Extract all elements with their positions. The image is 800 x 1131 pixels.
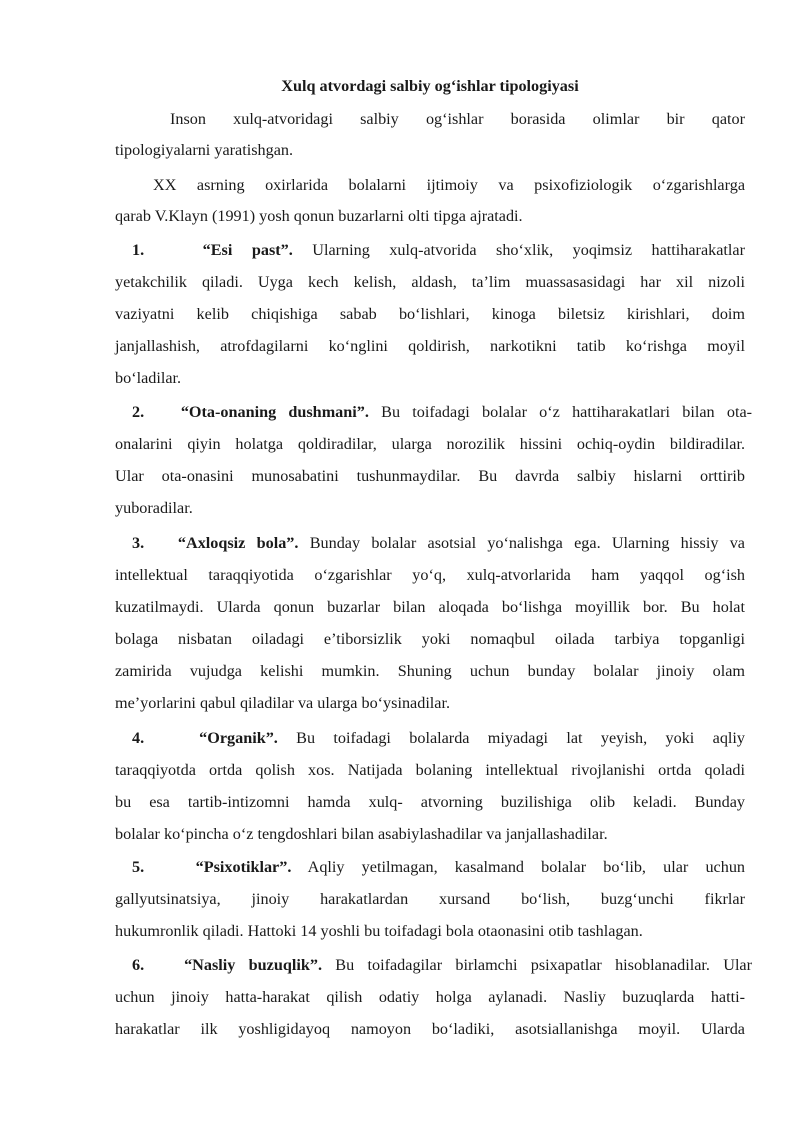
text-line: taraqqiyotda ortda qolish xos. Natijada bolaning intellektual rivojlanishi ortda qoladi [115, 761, 745, 779]
text-line: harakatlar ilk yoshligidayoq namoyon bo‘ladiki, asotsiallanishga moyil. Ularda [115, 1020, 745, 1038]
item-first-line [132, 856, 745, 878]
text-line: onalarini qiyin holatga qoldiradilar, ularga norozilik hissini ochiq-oydin bildiradilar. [115, 435, 745, 453]
item-text: Ularning xulq-atvorida sho‘xlik, yoqimsiz hattiharakatlar [292, 241, 745, 259]
item-first-line [132, 532, 745, 554]
text-line: vaziyatni kelib chiqishiga sabab bo‘lishlari, kinoga biletsiz kirishlari, doim [115, 305, 745, 323]
item-name: “Organik”. [199, 729, 278, 747]
text-line: yuboradilar. [115, 499, 193, 517]
item-text: Aqliy yetilmagan, kasalmand bolalar bo‘lib, ular uchun [291, 858, 746, 876]
item-number: 1. [132, 241, 145, 259]
text-line: tipologiyalarni yaratishgan. [115, 141, 294, 159]
text-line: me’yorlarini qabul qiladilar va ularga bo‘ysinadilar. [115, 694, 451, 712]
item-name: “Nasliy buzuqlik”. [184, 956, 322, 974]
text-line: XX asrning oxirlarida bolalarni ijtimoiy va psixofiziologik o‘zgarishlarga [153, 176, 745, 194]
item-number: 6. [132, 956, 145, 974]
item-name: “Esi past”. [202, 241, 293, 259]
item-name: “Psixotiklar”. [195, 858, 292, 876]
item-number: 4. [132, 729, 145, 747]
item-text: Bu toifadagi bolalar o‘z hattiharakatlari bilan ota- [368, 403, 753, 421]
item-first-line [132, 239, 745, 261]
text-line: bo‘ladilar. [115, 369, 182, 387]
item-first-line [132, 401, 752, 423]
text-line: intellektual taraqqiyotida o‘zgarishlar yo‘q, xulq-atvorlarida ham yaqqol og‘ish [115, 566, 745, 584]
text-line: bu esa tartib-intizomni hamda xulq- atvorning buzilishiga olib keladi. Bunday [115, 793, 745, 811]
text-line: bolalar ko‘pincha o‘z tengdoshlari bilan asabiylashadilar va janjallashadilar. [115, 825, 608, 843]
text-line: yetakchilik qiladi. Uyga kech kelish, aldash, ta’lim muassasasidagi har xil nizoli [115, 273, 745, 291]
item-first-line [132, 727, 745, 749]
text-line: gallyutsinatsiya, jinoiy harakatlardan xursand bo‘lish, buzg‘unchi fikrlar [115, 890, 745, 908]
text-line: Ular ota-onasini munosabatini tushunmaydilar. Bu davrda salbiy hislarni orttirib [115, 467, 745, 485]
text-line: bolaga nisbatan oiladagi e’tiborsizlik yoki nomaqbul oilada tarbiya topganligi [115, 630, 745, 648]
item-number: 3. [132, 534, 145, 552]
page-title: Xulq atvordagi salbiy og‘ishlar tipologiyasi [281, 77, 579, 95]
text-line: qarab V.Klayn (1991) yosh qonun buzarlarni olti tipga ajratadi. [115, 207, 523, 225]
text-line: uchun jinoiy hatta-harakat qilish odatiy holga aylanadi. Nasliy buzuqlarda hatti- [115, 988, 745, 1006]
item-number: 2. [132, 403, 145, 421]
item-text: Bu toifadagilar birlamchi psixapatlar hisoblanadilar. Ular [322, 956, 753, 974]
item-name: “Axloqsiz bola”. [177, 534, 299, 552]
text-line: kuzatilmaydi. Ularda qonun buzarlar bilan aloqada bo‘lishga moyillik bor. Bu holat [115, 598, 745, 616]
text-line: zamirida vujudga kelishi mumkin. Shuning uchun bunday bolalar jinoiy olam [115, 662, 745, 680]
item-first-line [132, 954, 752, 976]
text-line: janjallashish, atrofdagilarni ko‘nglini qoldirish, narkotikni tatib ko‘rishga moyil [115, 337, 745, 355]
item-name: “Ota-onaning dushmani”. [180, 403, 369, 421]
item-text: Bu toifadagi bolalarda miyadagi lat yeyish, yoki aqliy [277, 729, 745, 747]
text-line: Inson xulq-atvoridagi salbiy og‘ishlar borasida olimlar bir qator [170, 110, 745, 128]
item-number: 5. [132, 858, 145, 876]
item-text: Bunday bolalar asotsial yo‘nalishga ega. Ularning hissiy va [298, 534, 745, 552]
text-line: hukumronlik qiladi. Hattoki 14 yoshli bu toifadagi bola otaonasini otib tashlagan. [115, 922, 643, 940]
